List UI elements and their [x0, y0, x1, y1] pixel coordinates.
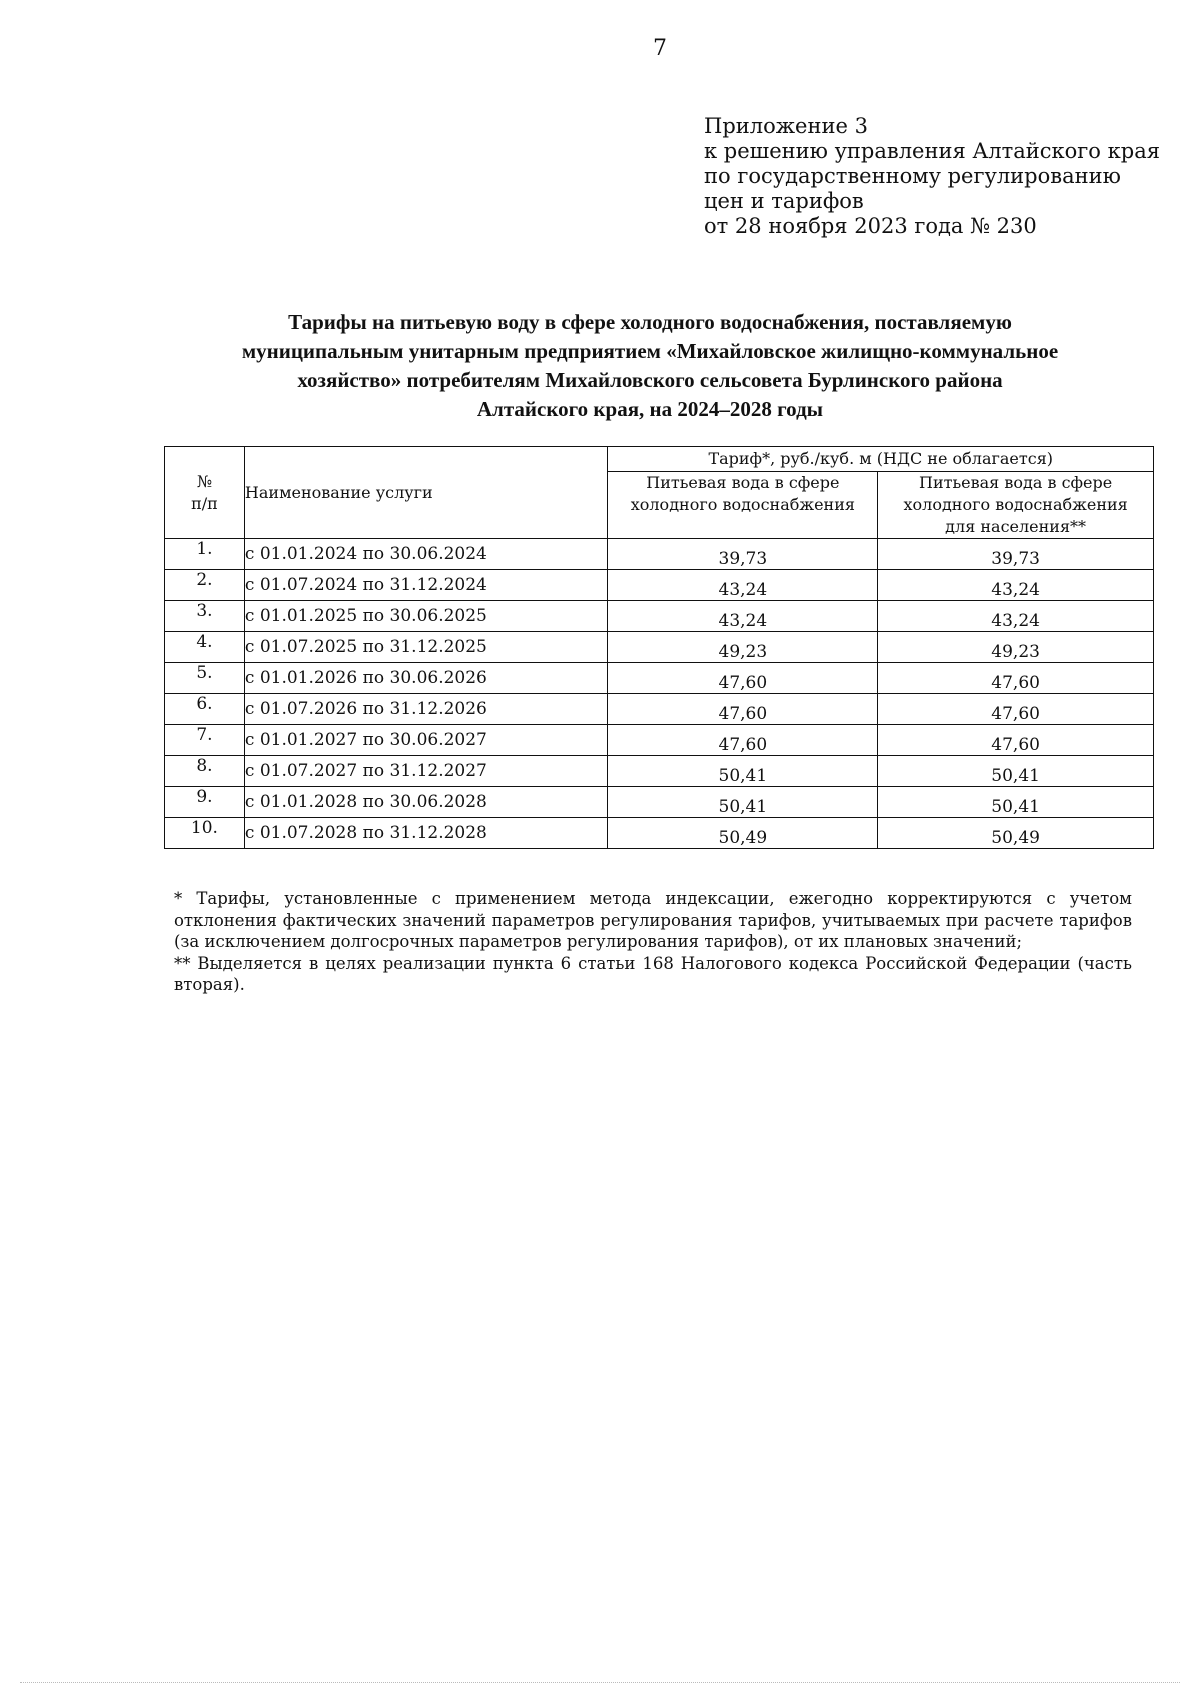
header-number	[165, 447, 245, 539]
row-period: с 01.01.2028 по 30.06.2028	[244, 787, 608, 818]
row-number: 8.	[165, 756, 245, 787]
page-number: 7	[653, 36, 667, 61]
row-period: с 01.01.2026 по 30.06.2026	[244, 663, 608, 694]
table-row	[165, 601, 1154, 632]
row-tariff: 43,24	[608, 601, 878, 632]
row-number: 1.	[165, 539, 245, 570]
row-tariff: 47,60	[608, 663, 878, 694]
table-row	[165, 756, 1154, 787]
row-period: с 01.01.2025 по 30.06.2025	[244, 601, 608, 632]
header-drinking-water-population	[878, 472, 1154, 539]
row-tariff-population: 43,24	[878, 570, 1154, 601]
row-tariff-population: 49,23	[878, 632, 1154, 663]
title-line: муниципальным унитарным предприятием «Михайловское жилищно-коммунальное	[241, 339, 1059, 363]
table-row	[165, 663, 1154, 694]
row-number: 2.	[165, 570, 245, 601]
header-line: Питьевая вода в сфере	[646, 473, 840, 492]
row-tariff-population: 39,73	[878, 539, 1154, 570]
appendix-block	[704, 114, 1160, 239]
table-row	[165, 539, 1154, 570]
row-tariff-population: 50,41	[878, 756, 1154, 787]
header-tariff-group: Тариф*, руб./куб. м (НДС не облагается)	[608, 447, 1154, 472]
table-row	[165, 570, 1154, 601]
row-number: 4.	[165, 632, 245, 663]
row-period: с 01.01.2027 по 30.06.2027	[244, 725, 608, 756]
row-number: 9.	[165, 787, 245, 818]
row-tariff: 50,41	[608, 787, 878, 818]
row-period: с 01.01.2024 по 30.06.2024	[244, 539, 608, 570]
header-line: холодного водоснабжения	[630, 495, 855, 514]
footnote-tax-code: ** Выделяется в целях реализации пункта 6 статьи 168 Налогового кодекса Российской Федерации (часть вторая).	[174, 953, 1132, 994]
row-number: 6.	[165, 694, 245, 725]
row-tariff: 43,24	[608, 570, 878, 601]
scan-edge-divider	[20, 1682, 1180, 1683]
row-number: 5.	[165, 663, 245, 694]
document-title	[150, 308, 1150, 424]
header-line: для населения**	[945, 517, 1087, 536]
table-row	[165, 694, 1154, 725]
row-tariff: 50,41	[608, 756, 878, 787]
header-drinking-water	[608, 472, 878, 539]
header-number-symbol: №	[196, 471, 213, 491]
title-line: хозяйство» потребителям Михайловского сельсовета Бурлинского района	[297, 368, 1003, 392]
appendix-line: цен и тарифов	[704, 189, 864, 213]
row-tariff: 47,60	[608, 694, 878, 725]
row-period: с 01.07.2025 по 31.12.2025	[244, 632, 608, 663]
row-number: 3.	[165, 601, 245, 632]
appendix-line: по государственному регулированию	[704, 164, 1121, 188]
header-line: Питьевая вода в сфере	[918, 473, 1113, 492]
row-tariff: 49,23	[608, 632, 878, 663]
table-row	[165, 818, 1154, 849]
footnote-indexation: * Тарифы, установленные с применением метода индексации, ежегодно корректируются с учетом отклонения фактических значений параметров регулирования тарифов, учитываемых при расчете тарифов (за исключением долгосрочных параметров регулирования тарифов), от их плановых значений;	[174, 889, 1132, 951]
row-period: с 01.07.2028 по 31.12.2028	[244, 818, 608, 849]
header-service-name: Наименование услуги	[244, 447, 608, 539]
row-period: с 01.07.2026 по 31.12.2026	[244, 694, 608, 725]
row-tariff: 39,73	[608, 539, 878, 570]
appendix-line: к решению управления Алтайского края	[704, 139, 1160, 163]
table-row	[165, 787, 1154, 818]
row-tariff-population: 50,41	[878, 787, 1154, 818]
row-tariff-population: 47,60	[878, 694, 1154, 725]
header-number-abbr: п/п	[191, 493, 218, 513]
table-row	[165, 632, 1154, 663]
footnotes	[174, 888, 1132, 996]
row-tariff-population: 47,60	[878, 725, 1154, 756]
tariff-table	[164, 446, 1154, 849]
title-line: Алтайского края, на 2024–2028 годы	[476, 397, 824, 421]
row-tariff-population: 50,49	[878, 818, 1154, 849]
title-line: Тарифы на питьевую воду в сфере холодного водоснабжения, поставляемую	[288, 310, 1012, 334]
row-tariff-population: 43,24	[878, 601, 1154, 632]
table-row	[165, 725, 1154, 756]
row-tariff: 50,49	[608, 818, 878, 849]
row-tariff-population: 47,60	[878, 663, 1154, 694]
row-period: с 01.07.2024 по 31.12.2024	[244, 570, 608, 601]
appendix-line: от 28 ноября 2023 года № 230	[704, 214, 1037, 238]
row-number: 7.	[165, 725, 245, 756]
row-number: 10.	[165, 818, 245, 849]
appendix-line: Приложение 3	[704, 114, 868, 138]
header-line: холодного водоснабжения	[903, 495, 1128, 514]
row-period: с 01.07.2027 по 31.12.2027	[244, 756, 608, 787]
row-tariff: 47,60	[608, 725, 878, 756]
